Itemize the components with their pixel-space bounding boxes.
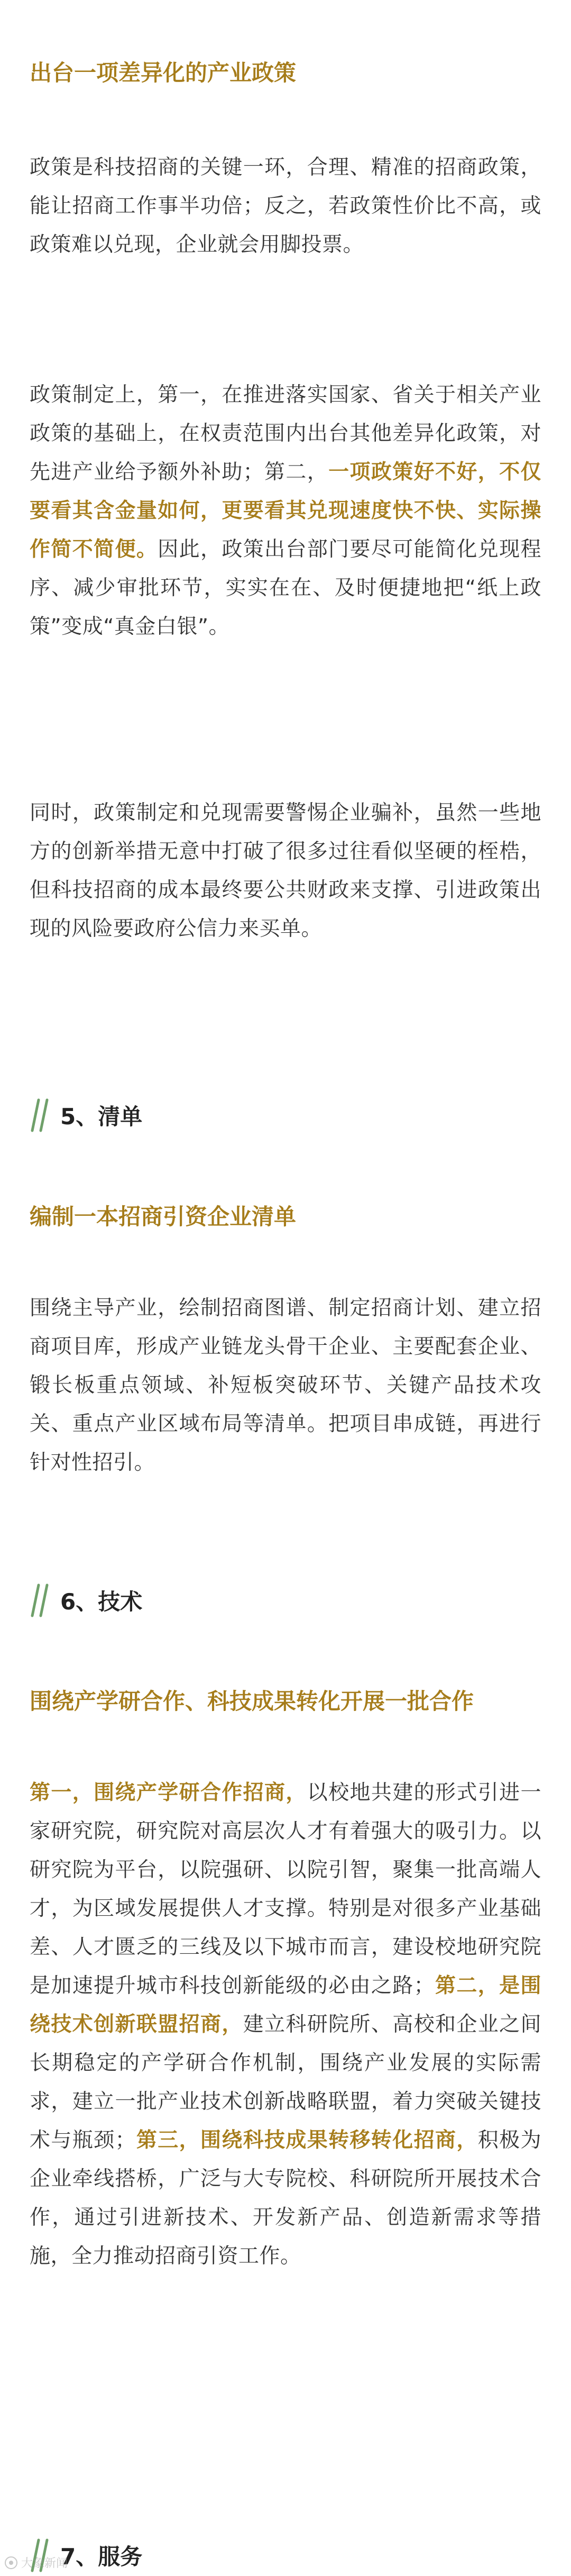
policy-paragraph-3: 同时，政策制定和兑现需要警惕企业骗补，虽然一些地方的创新举措无意中打破了很多过往看似坚硬的桎梏，但科技招商的成本最终要公共财政来支撑、引进政策出现的风险要政府公信力来买单。 — [30, 801, 541, 941]
camera-logo-icon — [4, 2556, 18, 2570]
section-5-heading: 编制一本招商引资企业清单 — [30, 1204, 297, 1230]
section-6-text-2: 建立科研院所、高校和企业之间长期稳定的产学研合作机制，围绕产业发展的实际需求，建立一批产业技术创新战略联盟，着力突破关键技术与瓶颈； — [30, 2013, 541, 2152]
section-6-highlight-1: 第一，围绕产学研合作招商， — [30, 1781, 307, 1805]
policy-paragraph-2-text-b: 因此，政策出台部门要尽可能简化兑现程序、减少审批环节，实实在在、及时便捷地把“纸上政策”变成“真金白银”。 — [30, 538, 541, 639]
policy-paragraph-2 — [30, 376, 541, 646]
section-5-paragraph: 围绕主导产业，绘制招商图谱、制定招商计划、建立招商项目库，形成产业链龙头骨干企业、主要配套企业、锻长板重点领域、补短板突破环节、关键产品技术攻关、重点产业区域布局等清单。把项目串成链，再进行针对性招引。 — [30, 1296, 541, 1474]
watermark-text: 大象新闻 — [21, 2557, 68, 2570]
double-slash-icon — [30, 1097, 53, 1134]
policy-paragraph-1: 政策是科技招商的关键一环，合理、精准的招商政策，能让招商工作事半功倍；反之，若政策性价比不高，或政策难以兑现，企业就会用脚投票。 — [30, 156, 541, 257]
section-6-highlight-2: 第二，是围绕技术创新联盟招商， — [30, 1974, 541, 2036]
section-6-text-1: 以校地共建的形式引进一家研究院，研究院对高层次人才有着强大的吸引力。以研究院为平台，以院强研、以院引智，聚集一批高端人才，为区域发展提供人才支撑。特别是对很多产业基础差、人才匮乏的三线及以下城市而言，建设校地研究院是加速提升城市科技创新能级的必由之路； — [30, 1781, 541, 1998]
section-6-header — [30, 1582, 142, 1619]
section-6-text-3: 积极为企业牵线搭桥，广泛与大专院校、科研院所开展技术合作，通过引进新技术、开发新产品、创造新需求等措施，全力推动招商引资工作。 — [30, 2128, 541, 2268]
section-6-paragraph — [30, 1773, 541, 2275]
section-6-title: 6、技术 — [60, 1589, 143, 1615]
section-7-title: 7、服务 — [60, 2544, 143, 2570]
watermark — [4, 2554, 68, 2571]
policy-heading: 出台一项差异化的产业政策 — [30, 60, 297, 86]
section-6-highlight-3: 第三，围绕科技成果转移转化招商， — [135, 2128, 478, 2152]
policy-paragraph-2-text-a: 政策制定上，第一，在推进落实国家、省关于相关产业政策的基础上，在权责范围内出台其他差异化政策，对先进产业给予额外补助；第二， — [30, 383, 541, 484]
section-5-header — [30, 1097, 142, 1134]
section-5-title: 5、清单 — [60, 1104, 143, 1130]
policy-paragraph-2-highlight: 一项政策好不好，不仅要看其含金量如何，更要看其兑现速度快不快、实际操作简不简便。 — [30, 460, 541, 561]
double-slash-icon — [30, 1582, 53, 1619]
section-6-heading: 围绕产学研合作、科技成果转化开展一批合作 — [30, 1688, 474, 1714]
